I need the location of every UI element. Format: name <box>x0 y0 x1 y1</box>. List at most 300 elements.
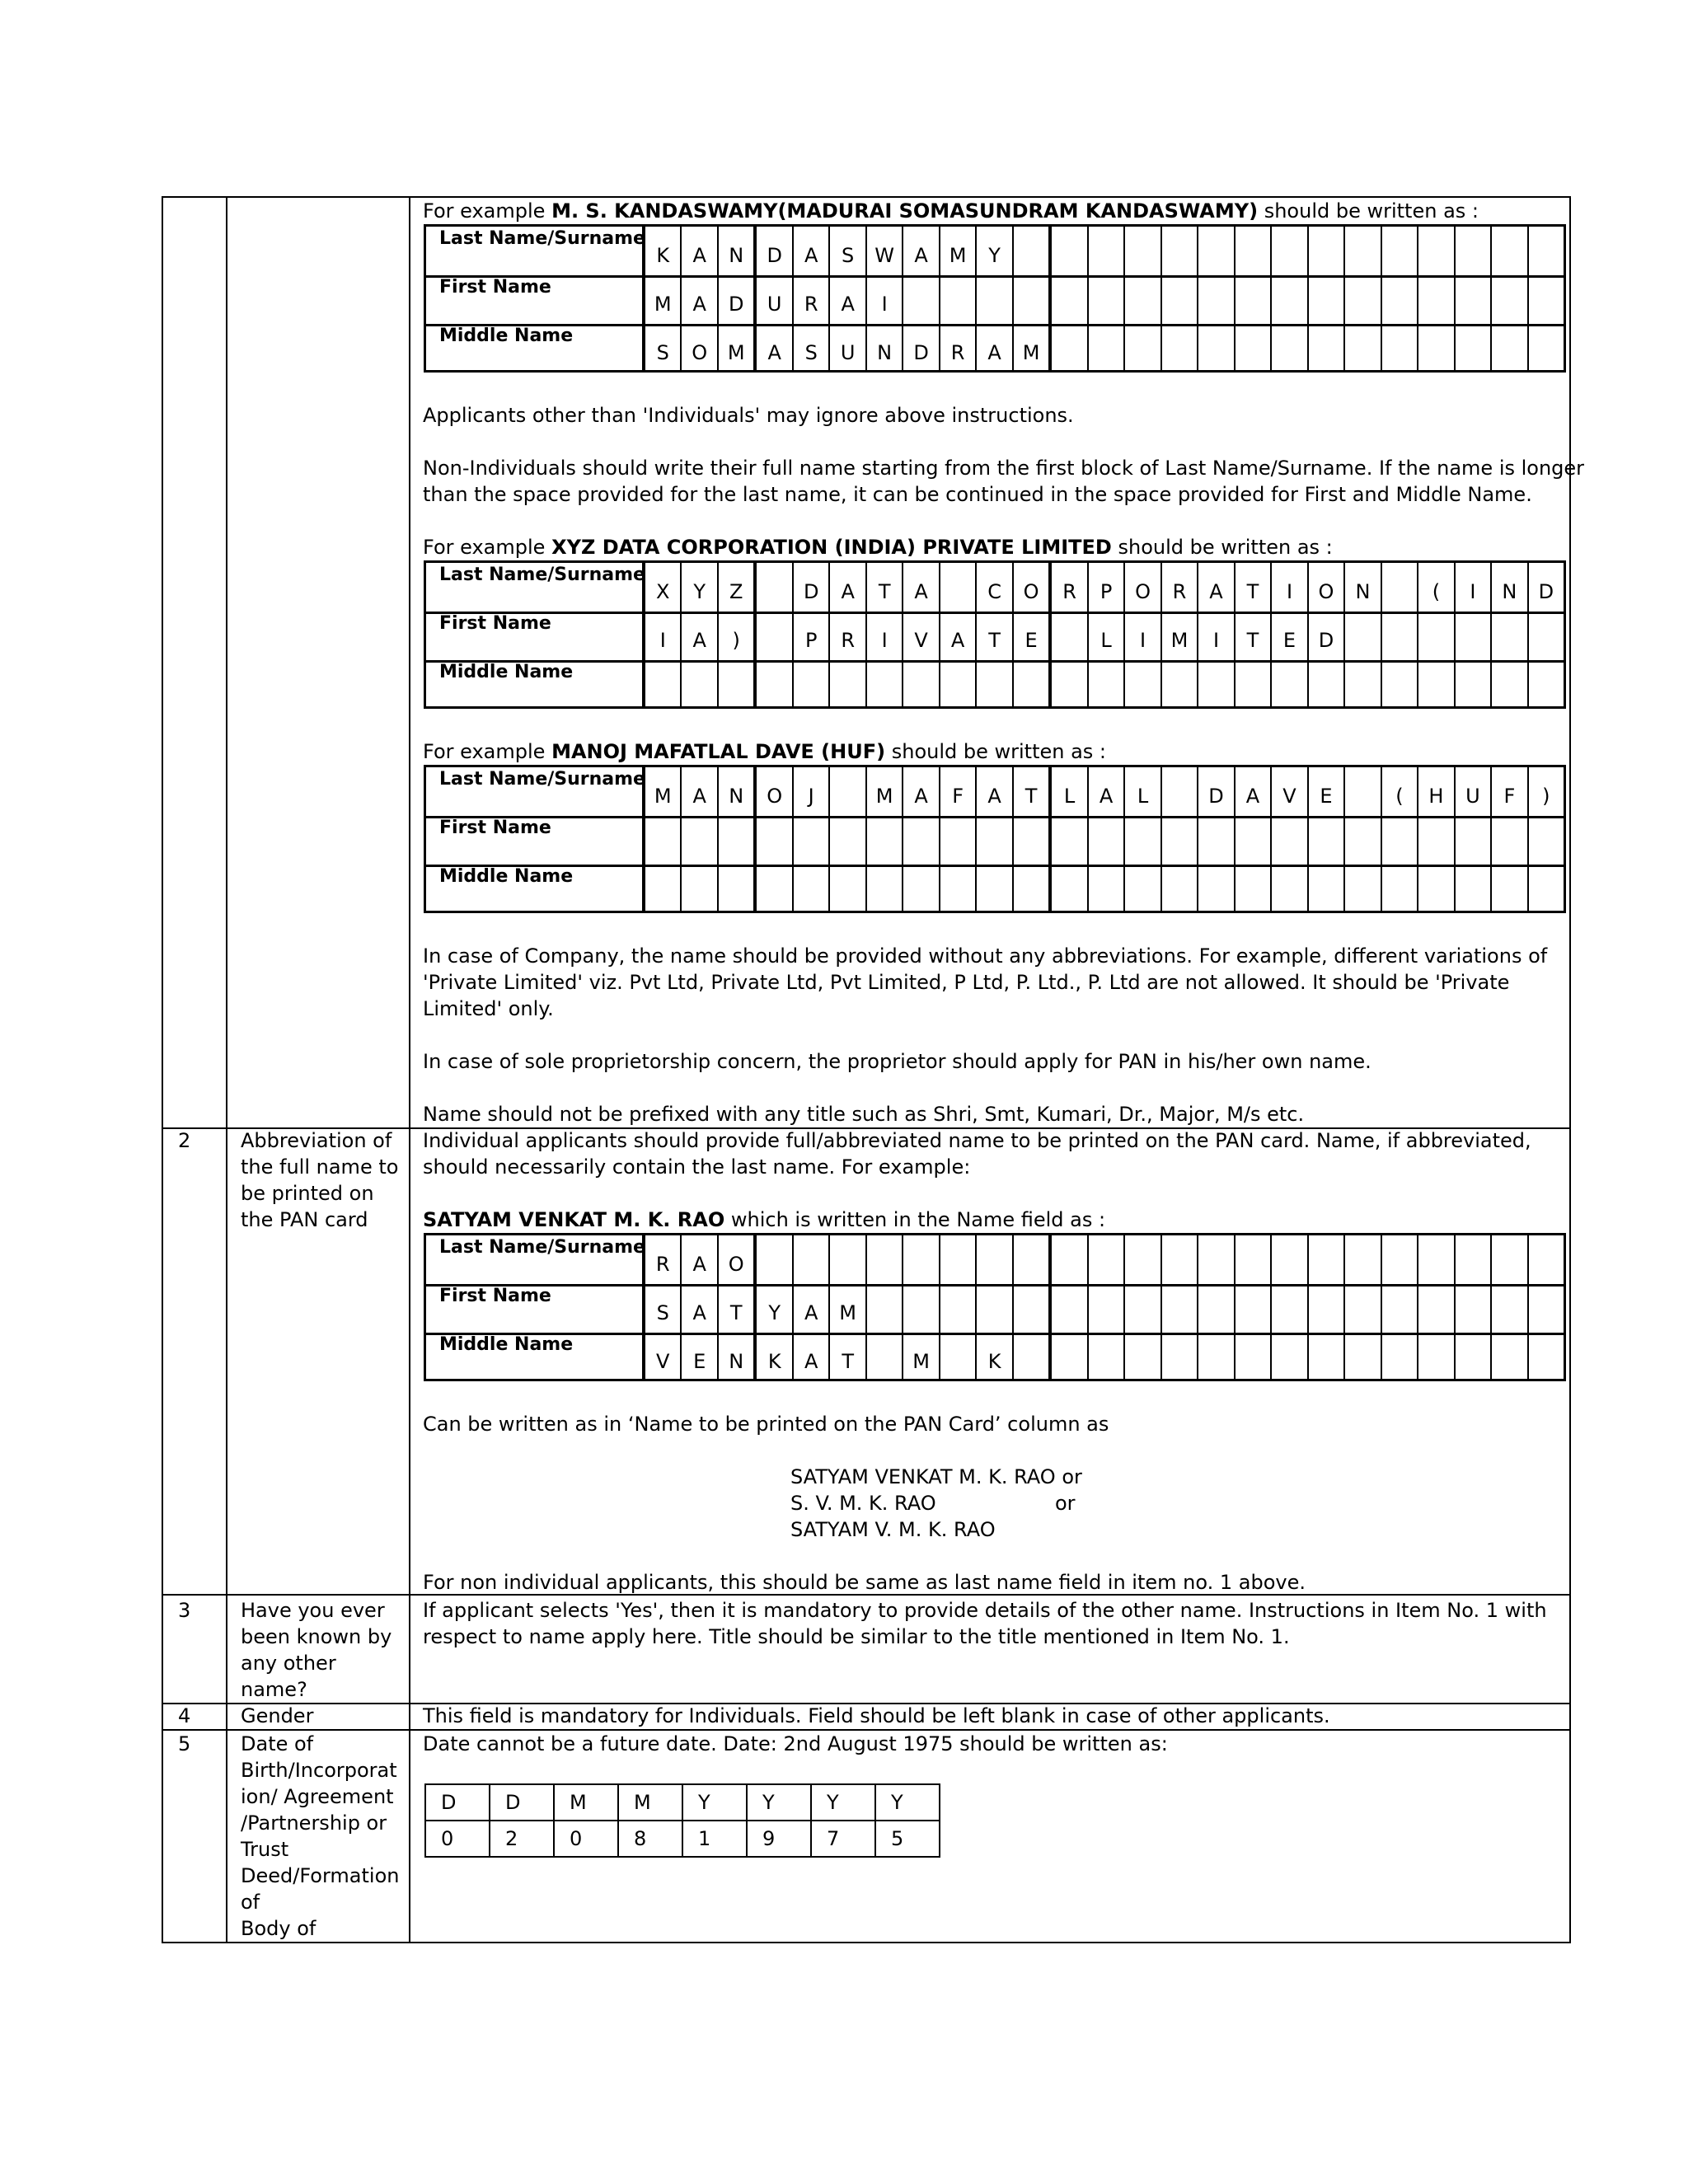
name-grid-cell <box>1270 1333 1306 1381</box>
name-grid-cell: A <box>680 767 716 816</box>
date-header-row <box>425 1784 940 1821</box>
name-grid-cell: A <box>1087 767 1123 816</box>
name-grid-cell: Z <box>717 563 753 612</box>
name-grid-cell: A <box>792 1284 828 1333</box>
example-4-intro: SATYAM VENKAT M. K. RAO which is written in the Name field as : <box>423 1208 1106 1231</box>
name-grid-cell <box>753 612 791 660</box>
name-grid-cell <box>1197 227 1233 275</box>
name-grid-cell <box>680 660 716 709</box>
name-grid-cell <box>1417 275 1453 324</box>
name-grid-cell <box>902 865 938 913</box>
name-grid-cell <box>1490 1333 1526 1381</box>
name-grid-cell <box>865 1284 902 1333</box>
name-grid-cell <box>1048 1333 1086 1381</box>
name-grid-cell: O <box>717 1235 753 1284</box>
name-grid-cell <box>1343 324 1380 373</box>
name-grid-cell: C <box>975 563 1011 612</box>
name-grid-cell: T <box>1012 767 1048 816</box>
name-grid-cell: R <box>642 1235 680 1284</box>
name-grid-cell <box>1123 227 1160 275</box>
name-grid-cell <box>1454 660 1490 709</box>
name-grid-cell <box>1527 816 1564 865</box>
name-grid-row <box>426 1333 1564 1381</box>
name-grid-cell <box>1123 1235 1160 1284</box>
name-grid-cell <box>1123 660 1160 709</box>
name-grid-cell <box>1527 275 1564 324</box>
name-grid-cell: E <box>1270 612 1306 660</box>
name-grid-cell <box>1197 324 1233 373</box>
name-grid-cell <box>1087 1333 1123 1381</box>
name-grid-cell <box>642 865 680 913</box>
name-grid-cell <box>1454 275 1490 324</box>
name-grid-cell: M <box>642 275 680 324</box>
name-grid-cell <box>1012 275 1048 324</box>
name-grid-cell <box>1343 767 1380 816</box>
name-grid-cell: N <box>717 227 753 275</box>
name-grid-cell <box>1048 612 1086 660</box>
name-grid-cell <box>1454 227 1490 275</box>
name-grid-cell <box>1527 1333 1564 1381</box>
name-grid-cells <box>642 324 1564 373</box>
company-instruction: Limited' only. <box>423 997 554 1020</box>
name-grid-cell <box>939 816 975 865</box>
name-grid-cell <box>1048 324 1086 373</box>
name-grid-cell <box>1343 660 1380 709</box>
date-value-row <box>425 1821 940 1857</box>
name-grid-cell <box>975 275 1011 324</box>
name-grid-cell <box>1381 816 1417 865</box>
name-grid-cell <box>1490 1235 1526 1284</box>
name-grid-cell <box>1454 1333 1490 1381</box>
name-grid-cell: Y <box>975 227 1011 275</box>
column-divider-2 <box>409 198 410 1942</box>
name-grid-cell: O <box>680 324 716 373</box>
name-grid-cells <box>642 563 1564 612</box>
name-grid-row <box>426 660 1564 709</box>
name-grid-cell <box>1343 865 1380 913</box>
name-grid-cell <box>1197 1235 1233 1284</box>
name-grid-cell <box>1307 1235 1343 1284</box>
name-grid-cell <box>1048 275 1086 324</box>
name-grid-row-label: Last Name/Surname <box>439 565 645 585</box>
name-grid-cell: U <box>1454 767 1490 816</box>
non-individual-note: For non individual applicants, this should be same as last name field in item no. 1 above. <box>423 1571 1306 1594</box>
name-grid-cells <box>642 1333 1564 1381</box>
name-grid-cell <box>792 865 828 913</box>
non-individual-instruction: than the space provided for the last name, it can be continued in the space provided for First and Middle Name. <box>423 483 1532 506</box>
name-grid-cell <box>1234 227 1270 275</box>
name-grid-cell <box>1012 1284 1048 1333</box>
name-grid-cell <box>828 767 865 816</box>
name-grid-cell <box>1307 1284 1343 1333</box>
company-instruction: In case of Company, the name should be provided without any abbreviations. For example, different variations of <box>423 944 1548 968</box>
company-instruction: 'Private Limited' viz. Pvt Ltd, Private Ltd, Pvt Limited, P Ltd, P. Ltd., P. Ltd are not allowed. It should be 'Private <box>423 971 1510 994</box>
name-grid-cell: H <box>1417 767 1453 816</box>
name-grid-cell <box>1197 816 1233 865</box>
other-name-instruction: respect to name apply here. Title should be similar to the title mentioned in Item No. 1. <box>423 1625 1290 1648</box>
name-grid-cell: O <box>1012 563 1048 612</box>
name-grid-cell <box>753 1235 791 1284</box>
name-grid-cell: ) <box>717 612 753 660</box>
name-grid-cell <box>975 816 1011 865</box>
name-grid-cell: I <box>1454 563 1490 612</box>
name-grid-row <box>426 1235 1564 1286</box>
name-grid-cells <box>642 1284 1564 1333</box>
name-grid-cell <box>1381 865 1417 913</box>
name-grid-row-label: First Name <box>439 277 551 298</box>
name-grid-row-label: Middle Name <box>439 866 574 887</box>
name-grid-cell <box>1381 227 1417 275</box>
name-grid-cell <box>1417 660 1453 709</box>
name-grid-cell: O <box>753 767 791 816</box>
name-grid-cell: A <box>902 767 938 816</box>
name-grid-cell <box>1270 816 1306 865</box>
name-grid-cell <box>1417 324 1453 373</box>
name-grid-cell <box>1490 816 1526 865</box>
name-grid-cell <box>642 660 680 709</box>
name-grid-cell <box>1490 660 1526 709</box>
name-grid-cell: U <box>753 275 791 324</box>
name-grid-cell <box>1123 1284 1160 1333</box>
name-grid-cell <box>1012 865 1048 913</box>
name-grid-cell: K <box>753 1333 791 1381</box>
name-grid-cell <box>939 275 975 324</box>
name-grid-cell: A <box>792 1333 828 1381</box>
name-grid-row <box>426 816 1564 867</box>
name-grid-cell <box>1048 865 1086 913</box>
name-grid-cell: Y <box>680 563 716 612</box>
name-grid-cell <box>1490 612 1526 660</box>
name-grid-cells <box>642 816 1564 865</box>
name-grid-cell: M <box>1012 324 1048 373</box>
date-cell: 7 <box>811 1821 875 1857</box>
name-grid-cell: ) <box>1527 767 1564 816</box>
name-grid-row-label: Last Name/Surname <box>439 1237 645 1258</box>
name-grid-cell <box>1381 612 1417 660</box>
name-grid-cell <box>1123 1333 1160 1381</box>
name-grid-cell <box>1527 1235 1564 1284</box>
name-grid-cell <box>1197 1333 1233 1381</box>
name-grid-cell: R <box>1048 563 1086 612</box>
item-number: 3 <box>178 1599 191 1622</box>
name-grid <box>424 560 1566 709</box>
name-grid-cell: I <box>1270 563 1306 612</box>
name-grid-cell <box>1234 1284 1270 1333</box>
name-grid-cell <box>1087 227 1123 275</box>
name-grid-cell <box>1527 865 1564 913</box>
name-grid-cell <box>1417 227 1453 275</box>
date-cell: 0 <box>425 1821 490 1857</box>
name-grid <box>424 224 1566 373</box>
item-number: 2 <box>178 1129 191 1152</box>
name-grid-cell: M <box>939 227 975 275</box>
name-grid-cell: T <box>975 612 1011 660</box>
name-grid-cell: A <box>902 563 938 612</box>
name-grid-cell: A <box>680 1284 716 1333</box>
name-grid-cell <box>1123 816 1160 865</box>
name-grid-cell: F <box>1490 767 1526 816</box>
name-grid-cell <box>1527 324 1564 373</box>
date-cell: 8 <box>618 1821 682 1857</box>
name-grid-row <box>426 275 1564 326</box>
name-grid-cell <box>1234 324 1270 373</box>
name-grid-cell <box>1381 324 1417 373</box>
other-name-instruction: If applicant selects 'Yes', then it is mandatory to provide details of the other name. Instructions in Item No. 1 with <box>423 1599 1547 1622</box>
name-grid-cell <box>1160 227 1197 275</box>
name-grid-row <box>426 865 1564 913</box>
name-grid-cell: L <box>1048 767 1086 816</box>
name-grid-cell <box>1307 865 1343 913</box>
example-2-intro: For example XYZ DATA CORPORATION (INDIA) PRIVATE LIMITED should be written as : <box>423 536 1333 559</box>
name-grid-cell <box>1381 1333 1417 1381</box>
name-grid-cell <box>975 1235 1011 1284</box>
item-label: Abbreviation of the full name to be printed on the PAN card <box>241 1129 399 1231</box>
name-grid-cell <box>1087 865 1123 913</box>
name-grid-cell: K <box>642 227 680 275</box>
name-grid-cell <box>1343 1333 1380 1381</box>
name-grid-row-label: Last Name/Surname <box>439 228 645 249</box>
name-grid-cell <box>1048 1235 1086 1284</box>
name-grid-cell: S <box>792 324 828 373</box>
name-grid-cell <box>1160 1284 1197 1333</box>
name-grid-cell <box>1270 660 1306 709</box>
name-grid-cell <box>1270 1235 1306 1284</box>
name-grid-cell <box>865 660 902 709</box>
name-grid-row-label: First Name <box>439 1286 551 1306</box>
name-grid-cell: D <box>753 227 791 275</box>
name-grid-cell <box>1197 275 1233 324</box>
name-grid-cell: V <box>642 1333 680 1381</box>
ignore-instruction: Applicants other than 'Individuals' may ignore above instructions. <box>423 404 1074 427</box>
sole-proprietor-instruction: In case of sole proprietorship concern, the proprietor should apply for PAN in his/her own name. <box>423 1050 1372 1073</box>
name-grid-cell: P <box>1087 563 1123 612</box>
item-number: 4 <box>178 1704 191 1727</box>
column-divider-1 <box>226 198 227 1942</box>
date-cell: Y <box>747 1784 811 1821</box>
name-grid-cell <box>792 816 828 865</box>
name-grid-row-label: Middle Name <box>439 1334 574 1355</box>
date-cell: 9 <box>747 1821 811 1857</box>
name-grid-cell: V <box>902 612 938 660</box>
date-cell: D <box>425 1784 490 1821</box>
name-grid-cell <box>1454 1235 1490 1284</box>
name-grid-cells <box>642 612 1564 660</box>
non-individual-instruction: Non-Individuals should write their full name starting from the first block of Last Name/Surname. If the name is longer <box>423 457 1585 480</box>
title-instruction: Name should not be prefixed with any title such as Shri, Smt, Kumari, Dr., Major, M/s etc. <box>423 1103 1305 1126</box>
name-grid-cell <box>1343 612 1380 660</box>
name-grid-cell <box>1417 865 1453 913</box>
name-grid-cell: O <box>1123 563 1160 612</box>
name-grid-cell <box>902 816 938 865</box>
name-grid-cells <box>642 767 1564 816</box>
name-grid-cell <box>1527 227 1564 275</box>
name-grid-cell <box>1454 816 1490 865</box>
name-option: SATYAM V. M. K. RAO <box>790 1518 996 1541</box>
date-instruction: Date cannot be a future date. Date: 2nd August 1975 should be written as: <box>423 1732 1168 1755</box>
name-grid-row-label: First Name <box>439 818 551 838</box>
gender-instruction: This field is mandatory for Individuals. Field should be left blank in case of other applicants. <box>423 1704 1330 1727</box>
name-grid-row <box>426 1284 1564 1335</box>
name-grid-cell: R <box>828 612 865 660</box>
example-1-intro: For example M. S. KANDASWAMY(MADURAI SOMASUNDRAM KANDASWAMY) should be written as : <box>423 199 1479 223</box>
name-grid-cell <box>1417 1333 1453 1381</box>
name-grid-cell: R <box>1160 563 1197 612</box>
name-grid-cell <box>828 660 865 709</box>
name-grid-cells <box>642 865 1564 913</box>
name-grid-cell <box>1417 816 1453 865</box>
name-grid-row <box>426 767 1564 818</box>
name-grid-cell: S <box>642 324 680 373</box>
name-grid-cell: V <box>1270 767 1306 816</box>
name-grid-cell: A <box>680 275 716 324</box>
name-grid-cell <box>1123 324 1160 373</box>
name-grid-cell <box>1527 612 1564 660</box>
name-grid-cell <box>1087 816 1123 865</box>
name-grid-cell <box>975 1284 1011 1333</box>
name-grid-cell <box>1270 865 1306 913</box>
name-grid-cell <box>1123 275 1160 324</box>
name-grid-cell <box>1343 1284 1380 1333</box>
name-grid-cell <box>792 660 828 709</box>
date-cell: 5 <box>875 1821 940 1857</box>
name-grid-cell <box>753 865 791 913</box>
name-option: SATYAM VENKAT M. K. RAO or <box>790 1465 1082 1488</box>
name-grid-cell <box>1417 1235 1453 1284</box>
name-grid-cell: I <box>865 612 902 660</box>
name-grid-cell <box>1160 816 1197 865</box>
name-grid-cell <box>939 1235 975 1284</box>
name-grid-cell <box>902 1284 938 1333</box>
name-grid-cell <box>1087 1284 1123 1333</box>
name-grid-cells <box>642 660 1564 709</box>
name-grid-cell <box>1307 275 1343 324</box>
name-grid-cell: A <box>828 563 865 612</box>
item-label: Have you ever been known by any other name? <box>241 1599 392 1701</box>
name-grid-cell: A <box>939 612 975 660</box>
name-grid-cell <box>1490 324 1526 373</box>
name-grid-cell <box>902 1235 938 1284</box>
name-grid-cell: F <box>939 767 975 816</box>
name-grid-cell: D <box>1197 767 1233 816</box>
name-grid-cell <box>1343 1235 1380 1284</box>
name-grid <box>424 1233 1566 1381</box>
name-grid-cell <box>1343 227 1380 275</box>
name-grid-cell <box>717 660 753 709</box>
name-grid-cell: O <box>1307 563 1343 612</box>
name-grid-cell: ( <box>1417 563 1453 612</box>
name-grid-cell: S <box>828 227 865 275</box>
name-grid-cell: T <box>1234 612 1270 660</box>
name-grid-cell <box>1012 660 1048 709</box>
name-grid-cell: A <box>680 1235 716 1284</box>
name-grid-cell <box>680 865 716 913</box>
name-grid-cell: M <box>642 767 680 816</box>
date-cell: 0 <box>554 1821 618 1857</box>
name-grid-cell: T <box>1234 563 1270 612</box>
name-grid-cells <box>642 227 1564 275</box>
name-grid-cell: J <box>792 767 828 816</box>
name-grid-cell <box>865 865 902 913</box>
date-cell: D <box>490 1784 554 1821</box>
name-grid-cell <box>1197 865 1233 913</box>
name-grid-cell <box>1087 660 1123 709</box>
name-grid-row <box>426 324 1564 373</box>
name-grid-cell <box>1234 1333 1270 1381</box>
name-grid-row-label: Middle Name <box>439 326 574 346</box>
name-grid-cell <box>1048 227 1086 275</box>
name-grid-cell <box>939 660 975 709</box>
name-grid-cell: A <box>792 227 828 275</box>
name-grid-cell <box>902 660 938 709</box>
name-option-or: or <box>1055 1492 1076 1515</box>
instructions-table <box>162 196 1585 1943</box>
name-grid-cell: A <box>828 275 865 324</box>
name-grid-cell: L <box>1087 612 1123 660</box>
name-grid-cell: M <box>828 1284 865 1333</box>
item-label: Gender <box>241 1704 314 1727</box>
name-grid-cell <box>1490 1284 1526 1333</box>
name-grid-cells <box>642 1235 1564 1284</box>
name-grid-cell: A <box>1234 767 1270 816</box>
name-grid-cell <box>828 1235 865 1284</box>
written-as-instruction: Can be written as in ‘Name to be printed on the PAN Card’ column as <box>423 1413 1109 1436</box>
name-grid-cell <box>1048 660 1086 709</box>
name-grid-cell <box>1197 1284 1233 1333</box>
name-grid-cell <box>939 865 975 913</box>
name-grid-cell: N <box>865 324 902 373</box>
name-grid-row-label: First Name <box>439 613 551 634</box>
name-grid-cell: W <box>865 227 902 275</box>
name-grid-cell <box>939 1333 975 1381</box>
name-grid-cell <box>1381 563 1417 612</box>
name-grid-cell: M <box>717 324 753 373</box>
name-grid-cell <box>1381 660 1417 709</box>
name-grid-cell: D <box>792 563 828 612</box>
name-grid-cell: D <box>717 275 753 324</box>
name-grid-cell: I <box>1197 612 1233 660</box>
name-grid-row <box>426 612 1564 663</box>
name-grid-cell <box>1160 1333 1197 1381</box>
name-grid-cell: U <box>828 324 865 373</box>
item-number: 5 <box>178 1732 191 1755</box>
name-grid-cell <box>939 1284 975 1333</box>
name-grid-cell: M <box>865 767 902 816</box>
name-grid-cell <box>1123 865 1160 913</box>
name-grid-cell: N <box>1490 563 1526 612</box>
abbreviation-instruction: Individual applicants should provide full/abbreviated name to be printed on the PAN card. Name, if abbreviated, <box>423 1129 1531 1152</box>
name-grid-cell <box>717 816 753 865</box>
name-grid-cell <box>828 816 865 865</box>
name-grid-cell <box>1270 227 1306 275</box>
name-grid <box>424 765 1566 913</box>
name-grid-cell <box>975 865 1011 913</box>
name-grid-cell <box>975 660 1011 709</box>
name-grid-cell <box>753 816 791 865</box>
name-grid-cell: L <box>1123 767 1160 816</box>
name-grid-cell <box>1197 660 1233 709</box>
name-grid-cell <box>1234 1235 1270 1284</box>
name-grid-cell: M <box>902 1333 938 1381</box>
name-grid-cell: S <box>642 1284 680 1333</box>
name-grid-cell <box>1012 1333 1048 1381</box>
name-grid-cell <box>1270 324 1306 373</box>
name-grid-cell <box>1270 275 1306 324</box>
item-label: Date of Birth/Incorporat ion/ Agreement /Partnership or Trust Deed/Formation of Body of <box>241 1732 400 1940</box>
name-grid-cell: I <box>642 612 680 660</box>
name-grid-row-label: Last Name/Surname <box>439 769 645 790</box>
name-grid-cell: N <box>1343 563 1380 612</box>
date-example-grid <box>424 1783 940 1858</box>
